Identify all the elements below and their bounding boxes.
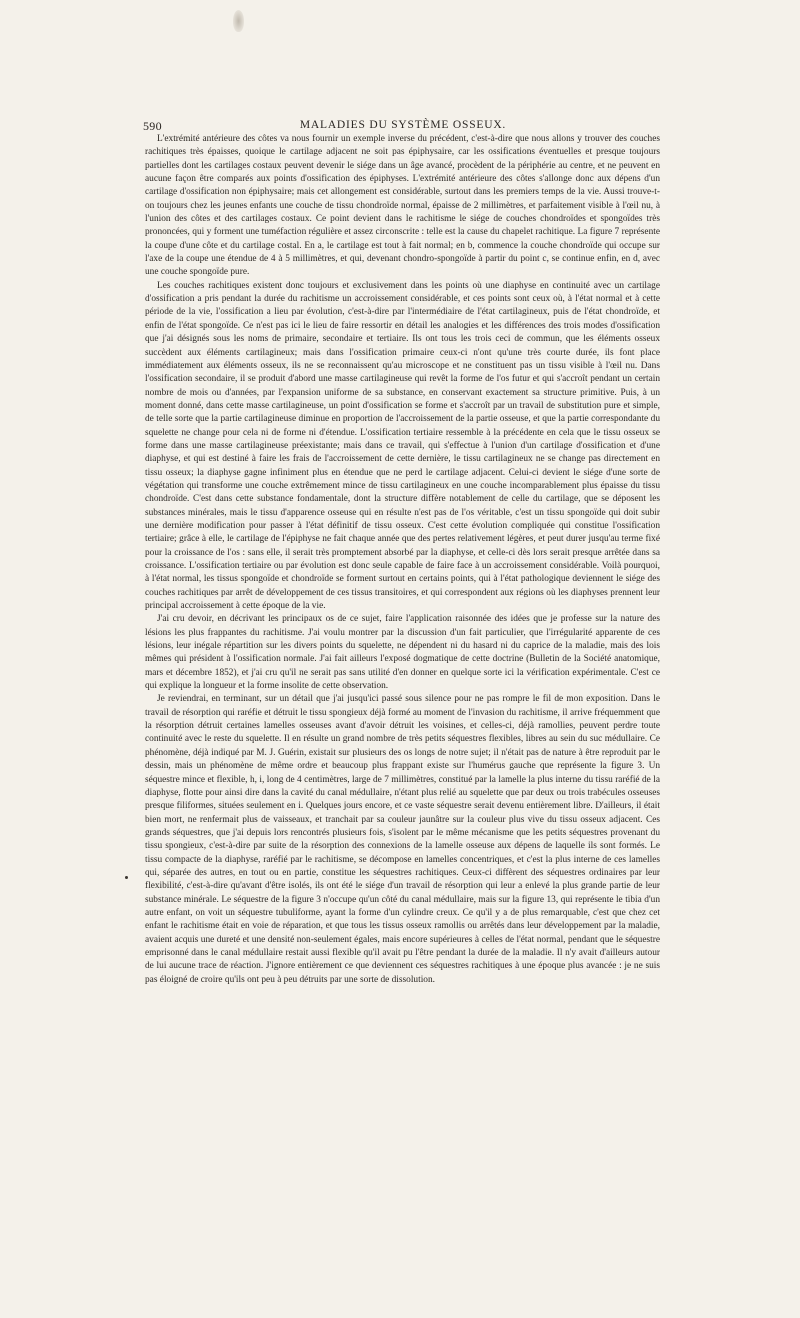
body-text (145, 133, 660, 1245)
paragraph: Les couches rachitiques existent donc toujours et exclusivement dans les points où une diaphyse en continuité avec un cartilage d'ossification a pris pendant la durée du rachitisme un accroissement considérable, et ces points sont ceux où, à l'état normal et à cette période de la vie, l'ossification a lieu par évolution, c'est-à-dire par l'intermédiaire de l'état cartilagineux, puis de l'état chondroïde, et enfin de l'état spongoïde. Ce n'est pas ici le lieu de faire ressortir en détail les analogies et les différences des trois modes d'ossification que j'ai désignés sous les noms de primaire, secondaire et tertiaire. Ils ont tous les trois ceci de commun, que les éléments osseux succèdent aux éléments cartilagineux; mais dans l'ossification primaire ceux-ci n'ont qu'une très courte durée, ils font place immédiatement aux éléments osseux, ils ne se reconnaissent qu'au microscope et ne constituent pas un tissu visible à l'œil nu. Dans l'ossification secondaire, il se produit d'abord une masse cartilagineuse qui revêt la forme de l'os futur et qui s'accroît pendant un certain nombre de mois ou d'années, par l'expansion uniforme de sa substance, en conservant exactement sa structure primitive. Puis, à un moment donné, dans cette masse cartilagineuse, un point d'ossification se forme et s'accroît par un travail de substitution pure et simple, de telle sorte que la partie cartilagineuse diminue en proportion de l'accroissement de la partie osseuse, et que la partie correspondante du squelette ne change pour cela ni de forme ni d'étendue. L'ossification tertiaire ressemble à la précédente en cela que le tissu osseux se forme dans une masse cartilagineuse préexistante; mais dans ce travail, qui s'effectue à l'union d'un cartilage d'ossification et d'une diaphyse, et qui est destiné à faire les frais de l'accroissement de cette dernière, le tissu cartilagineux ne se change pas directement en tissu osseux; la diaphyse gagne infiniment plus en étendue que ne perd le cartilage adjacent. Celui-ci devient le siége d'une sorte de végétation qui transforme une couche extrêmement mince de tissu cartilagineux en une couche incomparablement plus épaisse du tissu chondroïde. C'est dans cette substance fondamentale, dont la structure diffère notablement de celle du cartilage, que se déposent les substances minérales, mais le tissu d'apparence osseuse qui en résulte n'est pas de l'os véritable, c'est un tissu spongoïde qui doit subir une dernière modification pour passer à l'état définitif de tissu osseux. C'est cette évolution compliquée qui constitue l'ossification tertiaire; grâce à elle, le cartilage de l'épiphyse ne fait chaque année que des pertes relativement légères, et peut durer jusqu'au terme fixé pour la croissance de l'os : sans elle, il serait très promptement absorbé par la diaphyse, et celle-ci dès lors serait presque arrêtée dans sa croissance. L'ossification tertiaire ou par évolution est donc seule capable de faire face à un accroissement considérable. Voilà pourquoi, à l'état normal, les tissus spongoïde et chondroïde se forment surtout en certains points, qui à l'état pathologique deviennent le siége des couches rachitiques par arrêt de développement de ces tissus transitoires, et qui correspondent aux régions où les diaphyses prennent leur principal accroissement à cette époque de la vie. (145, 280, 660, 612)
paragraph: J'ai cru devoir, en décrivant les principaux os de ce sujet, faire l'application raisonnée des idées que je professe sur la nature des lésions les plus frappantes du rachitisme. J'ai voulu montrer par la discussion d'un fait particulier, que l'irrégularité apparente de ces lésions, leur inégale répartition sur les divers points du squelette, ne dépendent ni du hasard ni du caprice de la maladie, mais des lois mêmes qui président à l'ossification normale. J'ai fait ailleurs l'exposé dogmatique de cette doctrine (Bulletin de la Société anatomique, mars et décembre 1852), et j'ai cru qu'il ne serait pas sans utilité d'en donner en quelque sorte ici la vérification expérimentale. C'est ce qui explique la longueur et la forme insolite de cette observation. (145, 614, 660, 692)
ink-stain (233, 10, 244, 32)
page-number: 590 (143, 119, 162, 133)
paragraph: Je reviendrai, en terminant, sur un détail que j'ai jusqu'ici passé sous silence pour ne pas rompre le fil de mon exposition. Dans le travail de résorption qui raréfie et détruit le tissu spongieux déjà formé au moment de l'invasion du rachitisme, il arrive fréquemment que la résorption détruit certaines lamelles osseuses avant d'avoir détruit les voisines, et celles-ci, déjà ramollies, peuvent perdre toute continuité avec le reste du squelette. Il en résulte un grand nombre de très petits séquestres flexibles, libres au sein du suc médullaire. Ce phénomène, déjà indiqué par M. J. Guérin, existait sur plusieurs des os longs de notre sujet; il n'était pas de nature à être reproduit par le dessin, mais un phénomène de même ordre et beaucoup plus frappant existe sur l'humérus gauche que représente la figure 3. Un séquestre mince et flexible, h, i, long de 4 centimètres, large de 7 millimètres, constitué par la lamelle la plus interne du tissu raréfié de la diaphyse, flotte pour ainsi dire dans la cavité du canal médullaire, n'étant plus relié au squelette que par deux ou trois trabécules osseuses presque filiformes, situées seulement en i. Quelques jours encore, et ce vaste séquestre serait devenu entièrement libre. D'ailleurs, il était bien mort, ne renfermait plus de vaisseaux, et tranchait par sa couleur jaunâtre sur la couleur plus vive du tissu osseux adjacent. Ces grands séquestres, que j'ai depuis lors rencontrés plusieurs fois, s'isolent par le même mécanisme que les petits séquestres provenant du tissu spongieux, c'est-à-dire par suite de la résorption des connexions de la lamelle osseuse aux dépens de laquelle ils sont formés. Le tissu compacte de la diaphyse, raréfié par le rachitisme, se décompose en lamelles concentriques, et c'est la plus interne de ces lamelles qui, séparée des autres, en tout ou en partie, constitue les séquestres rachitiques. Ceux-ci diffèrent des séquestres ordinaires par leur flexibilité, c'est-à-dire qu'avant d'être isolés, ils ont été le siége d'un travail de résorption qui leur a enlevé la plus grande partie de leur substance minérale. Le séquestre de la figure 3 n'occupe qu'un côté du canal médullaire, mais sur la figure 13, qui représente le tibia d'un autre enfant, on voit un séquestre tubuliforme, ayant la forme d'un cylindre creux. Ce qu'il y a de plus remarquable, c'est que chez cet enfant le rachitisme était en voie de réparation, et que tous les tissus osseux ramollis ou arrêtés dans leur développement par la maladie, avaient acquis une dureté et une densité non-seulement égales, mais encore supérieures à celles de l'état normal, pendant que le séquestre emprisonné dans le canal médullaire restait aussi flexible qu'il avait pu l'être pendant la durée de la maladie. Il n'y avait d'ailleurs autour de lui aucune trace de réaction. J'ignore entièrement ce que deviennent ces séquestres rachitiques à une époque plus avancée : je ne suis pas éloigné de croire qu'ils ont peu à peu détruits par une sorte de dissolution. (145, 694, 660, 985)
running-title: MALADIES DU SYSTÈME OSSEUX. (299, 119, 507, 131)
margin-mark (125, 876, 128, 879)
paragraph: L'extrémité antérieure des côtes va nous fournir un exemple inverse du précédent, c'est-à-dire que nous allons y trouver des couches rachitiques très épaisses, quoique le cartilage adjacent ne soit pas épiphysaire, car les ossifications éventuelles et presque toujours partielles dont les cartilages costaux peuvent devenir le siége dans un âge avancé, procèdent de la périphérie au centre, et ne peuvent en aucune façon être comparés aux points d'ossification des épiphyses. L'extrémité antérieure des côtes s'allonge donc aux dépens d'un cartilage d'ossification non épiphysaire; mais cet allongement est considérable, surtout dans les premiers temps de la vie. Aussi trouve-t-on toujours chez les jeunes enfants une couche de tissu chondroïde normal, épaisse de 2 millimètres, et parfaitement visible à l'œil nu, à l'union des côtes et des cartilages costaux. Ce point devient dans le rachitisme le siége de couches chondroïdes et spongoïdes très prononcées, qui y forment une tuméfaction régulière et assez circonscrite : telle est la cause du chapelet rachitique. La figure 7 représente la coupe d'une côte et du cartilage costal. En a, le cartilage est tout à fait normal; en b, commence la couche chondroïde qui occupe sur l'axe de la coupe une étendue de 4 à 5 millimètres, et qui, devenant chondro-spongoïde à partir du point c, se continue enfin, en d, avec une couche spongoïde pure. (145, 134, 660, 278)
